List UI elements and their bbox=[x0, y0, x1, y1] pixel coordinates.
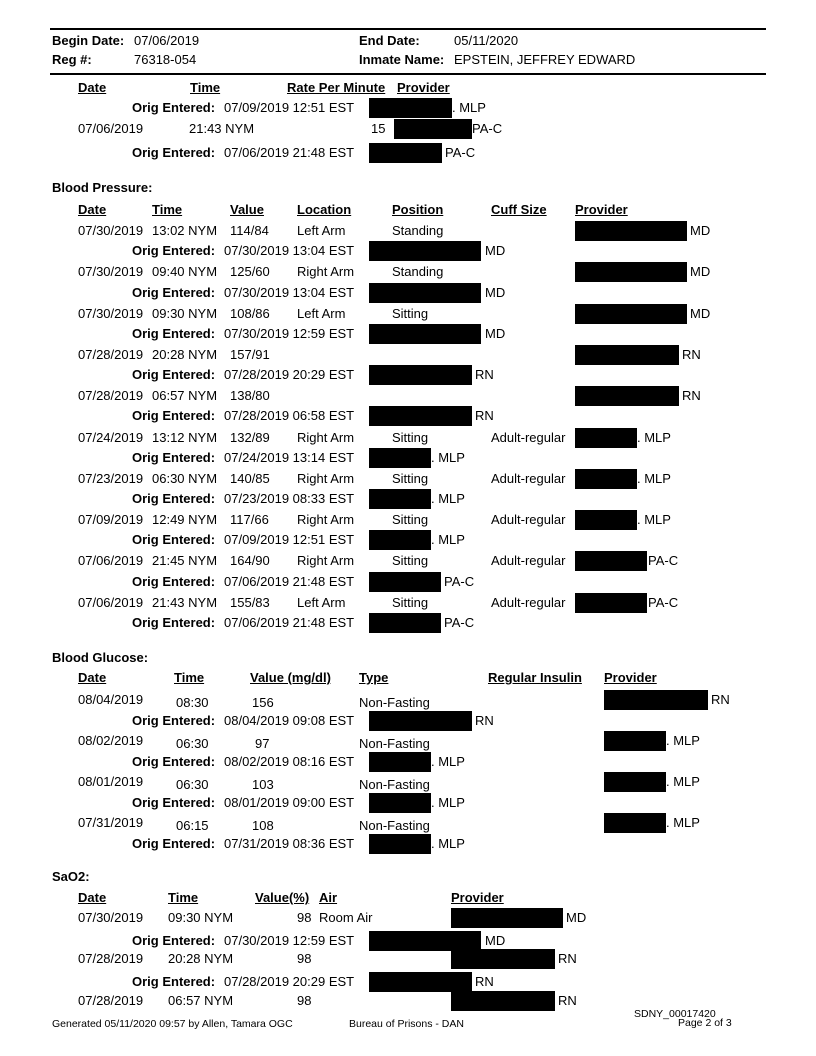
resp-col-date: Date bbox=[78, 80, 107, 95]
sao2-provider-suffix: MD bbox=[566, 910, 587, 925]
bp-col-value: Value bbox=[230, 202, 264, 217]
bp-date: 07/09/2019 bbox=[78, 512, 144, 527]
bp-location: Right Arm bbox=[297, 553, 355, 568]
bp-time: 13:02 NYM bbox=[152, 223, 218, 238]
orig-entered-value: 08/01/2019 09:00 EST bbox=[224, 795, 355, 810]
footer-agency: Bureau of Prisons - DAN bbox=[349, 1018, 464, 1030]
bp-cuff-size: Adult-regular bbox=[491, 553, 566, 568]
orig-entered-label: Orig Entered: bbox=[132, 713, 216, 728]
redaction-box bbox=[451, 949, 555, 969]
redaction-box bbox=[604, 731, 666, 751]
bp-provider-suffix: . MLP bbox=[637, 512, 671, 527]
bg-provider-suffix: . MLP bbox=[666, 815, 700, 830]
bp-position: Standing bbox=[392, 223, 444, 238]
resp-time: 21:43 NYM bbox=[189, 121, 255, 136]
begin-date-value: 07/06/2019 bbox=[134, 33, 200, 48]
sao2-title: SaO2: bbox=[52, 869, 90, 884]
bp-location: Right Arm bbox=[297, 264, 355, 279]
sao2-provider-suffix: RN bbox=[558, 951, 577, 966]
redaction-box bbox=[369, 98, 452, 118]
bg-time: 06:15 bbox=[176, 818, 209, 833]
bp-location: Left Arm bbox=[297, 595, 346, 610]
bp-time: 21:43 NYM bbox=[152, 595, 218, 610]
orig-provider-suffix: RN bbox=[475, 367, 494, 382]
orig-entered-value: 07/06/2019 21:48 EST bbox=[224, 615, 355, 630]
bg-time: 06:30 bbox=[176, 736, 209, 751]
bg-type: Non-Fasting bbox=[359, 695, 430, 710]
orig-entered-value: 07/28/2019 20:29 EST bbox=[224, 367, 355, 382]
orig-provider-suffix: . MLP bbox=[431, 836, 465, 851]
bp-provider-suffix: MD bbox=[690, 223, 711, 238]
resp-col-time: Time bbox=[190, 80, 221, 95]
bg-col-regular-insulin: Regular Insulin bbox=[488, 670, 582, 685]
redaction-box bbox=[369, 572, 441, 592]
orig-provider-suffix: MD bbox=[485, 326, 506, 341]
bp-provider-suffix: MD bbox=[690, 306, 711, 321]
bp-position: Sitting bbox=[392, 430, 429, 445]
redaction-box bbox=[575, 469, 637, 489]
redaction-box bbox=[369, 143, 442, 163]
redaction-box bbox=[604, 772, 666, 792]
bp-position: Standing bbox=[392, 264, 444, 279]
bp-value: 125/60 bbox=[230, 264, 270, 279]
bg-col-date: Date bbox=[78, 670, 107, 685]
bp-position: Sitting bbox=[392, 306, 429, 321]
bp-position: Sitting bbox=[392, 553, 429, 568]
redaction-box bbox=[369, 406, 472, 426]
bp-col-date: Date bbox=[78, 202, 107, 217]
begin-date-label: Begin Date: bbox=[52, 33, 125, 48]
bp-provider-suffix: . MLP bbox=[637, 430, 671, 445]
bp-value: 164/90 bbox=[230, 553, 270, 568]
orig-entered-value: 07/09/2019 12:51 EST bbox=[224, 532, 355, 547]
bp-cuff-size: Adult-regular bbox=[491, 430, 566, 445]
orig-provider-suffix: MD bbox=[485, 243, 506, 258]
orig-entered-label: Orig Entered: bbox=[132, 491, 216, 506]
footer-bates-number: SDNY_00017420 bbox=[634, 1008, 716, 1020]
bp-provider-suffix: RN bbox=[682, 347, 701, 362]
orig-provider-suffix: . MLP bbox=[431, 532, 465, 547]
bg-value: 97 bbox=[255, 736, 270, 751]
redaction-box bbox=[369, 834, 431, 854]
bp-location: Left Arm bbox=[297, 306, 346, 321]
bp-value: 117/66 bbox=[230, 512, 269, 527]
sao2-time: 09:30 NYM bbox=[168, 910, 234, 925]
bg-date: 08/04/2019 bbox=[78, 692, 144, 707]
reg-label: Reg #: bbox=[52, 52, 92, 67]
redaction-box bbox=[369, 324, 481, 344]
blood-pressure-title: Blood Pressure: bbox=[52, 180, 153, 195]
redaction-box bbox=[604, 813, 666, 833]
reg-value: 76318-054 bbox=[134, 52, 197, 67]
redaction-box bbox=[369, 489, 431, 509]
orig-entered-value: 07/23/2019 08:33 EST bbox=[224, 491, 355, 506]
orig-entered-label: Orig Entered: bbox=[132, 145, 216, 160]
bp-cuff-size: Adult-regular bbox=[491, 512, 566, 527]
bg-col-time: Time bbox=[174, 670, 205, 685]
bp-col-cuff-size: Cuff Size bbox=[491, 202, 547, 217]
orig-entered-value: 07/09/2019 12:51 EST bbox=[224, 100, 355, 115]
sao2-col-air: Air bbox=[319, 890, 338, 905]
orig-provider-suffix: . MLP bbox=[431, 491, 465, 506]
orig-entered-value: 07/28/2019 06:58 EST bbox=[224, 408, 355, 423]
bg-provider-suffix: . MLP bbox=[666, 733, 700, 748]
bg-col-type: Type bbox=[359, 670, 389, 685]
sao2-date: 07/30/2019 bbox=[78, 910, 144, 925]
orig-provider-suffix: PA-C bbox=[444, 574, 475, 589]
orig-entered-label: Orig Entered: bbox=[132, 754, 216, 769]
bp-provider-suffix: RN bbox=[682, 388, 701, 403]
redaction-box bbox=[369, 241, 481, 261]
bp-time: 09:30 NYM bbox=[152, 306, 218, 321]
orig-entered-value: 07/24/2019 13:14 EST bbox=[224, 450, 355, 465]
sao2-value: 98 bbox=[297, 910, 312, 925]
redaction-box bbox=[575, 221, 687, 241]
header-top-rule bbox=[50, 28, 766, 30]
bp-position: Sitting bbox=[392, 471, 429, 486]
bg-value: 156 bbox=[252, 695, 274, 710]
redaction-box bbox=[369, 931, 481, 951]
orig-entered-label: Orig Entered: bbox=[132, 574, 216, 589]
orig-entered-value: 07/06/2019 21:48 EST bbox=[224, 574, 355, 589]
orig-entered-label: Orig Entered: bbox=[132, 408, 216, 423]
bp-time: 06:57 NYM bbox=[152, 388, 218, 403]
redaction-box bbox=[369, 972, 472, 992]
bp-provider-suffix: PA-C bbox=[648, 553, 679, 568]
bp-cuff-size: Adult-regular bbox=[491, 471, 566, 486]
bg-type: Non-Fasting bbox=[359, 777, 430, 792]
bp-col-provider: Provider bbox=[575, 202, 628, 217]
bp-time: 13:12 NYM bbox=[152, 430, 218, 445]
bp-col-location: Location bbox=[297, 202, 352, 217]
orig-entered-label: Orig Entered: bbox=[132, 285, 216, 300]
bp-time: 09:40 NYM bbox=[152, 264, 218, 279]
end-date-label: End Date: bbox=[359, 33, 420, 48]
bp-col-time: Time bbox=[152, 202, 183, 217]
sao2-col-date: Date bbox=[78, 890, 107, 905]
sao2-value: 98 bbox=[297, 993, 312, 1008]
bg-type: Non-Fasting bbox=[359, 736, 430, 751]
orig-provider-suffix: . MLP bbox=[431, 795, 465, 810]
bg-value: 108 bbox=[252, 818, 274, 833]
sao2-value: 98 bbox=[297, 951, 312, 966]
bp-provider-suffix: MD bbox=[690, 264, 711, 279]
orig-provider-suffix: RN bbox=[475, 974, 494, 989]
orig-entered-value: 08/04/2019 09:08 EST bbox=[224, 713, 355, 728]
bp-col-position: Position bbox=[392, 202, 444, 217]
orig-entered-value: 07/30/2019 13:04 EST bbox=[224, 285, 355, 300]
redaction-box bbox=[369, 793, 431, 813]
orig-entered-label: Orig Entered: bbox=[132, 326, 216, 341]
bg-provider-suffix: RN bbox=[711, 692, 730, 707]
bg-col-provider: Provider bbox=[604, 670, 657, 685]
bp-position: Sitting bbox=[392, 595, 429, 610]
orig-entered-label: Orig Entered: bbox=[132, 836, 216, 851]
bp-date: 07/30/2019 bbox=[78, 223, 144, 238]
bp-value: 155/83 bbox=[230, 595, 270, 610]
orig-entered-label: Orig Entered: bbox=[132, 450, 216, 465]
orig-provider-suffix: MD bbox=[485, 285, 506, 300]
bp-location: Right Arm bbox=[297, 512, 355, 527]
orig-entered-value: 07/30/2019 12:59 EST bbox=[224, 933, 355, 948]
resp-provider-suffix: PA-C bbox=[472, 121, 503, 136]
bp-value: 108/86 bbox=[230, 306, 270, 321]
redaction-box bbox=[369, 365, 472, 385]
redaction-box bbox=[369, 448, 431, 468]
sao2-date: 07/28/2019 bbox=[78, 951, 144, 966]
end-date-value: 05/11/2020 bbox=[454, 33, 519, 48]
redaction-box bbox=[604, 690, 708, 710]
redaction-box bbox=[575, 510, 637, 530]
redaction-box bbox=[575, 262, 687, 282]
bp-location: Right Arm bbox=[297, 471, 355, 486]
header-bottom-rule bbox=[50, 73, 766, 75]
bg-value: 103 bbox=[252, 777, 274, 792]
redaction-box bbox=[451, 908, 563, 928]
orig-entered-label: Orig Entered: bbox=[132, 243, 216, 258]
bp-date: 07/28/2019 bbox=[78, 347, 144, 362]
footer-generated: Generated 05/11/2020 09:57 by Allen, Tamara OGC bbox=[52, 1018, 293, 1030]
bp-date: 07/30/2019 bbox=[78, 264, 144, 279]
resp-date: 07/06/2019 bbox=[78, 121, 144, 136]
sao2-col-value: Value(%) bbox=[255, 890, 310, 905]
bp-time: 21:45 NYM bbox=[152, 553, 218, 568]
orig-entered-value: 07/31/2019 08:36 EST bbox=[224, 836, 355, 851]
redaction-box bbox=[575, 304, 687, 324]
orig-entered-value: 07/30/2019 12:59 EST bbox=[224, 326, 355, 341]
sao2-provider-suffix: RN bbox=[558, 993, 577, 1008]
redaction-box bbox=[369, 711, 472, 731]
orig-provider-suffix: . MLP bbox=[452, 100, 486, 115]
redaction-box bbox=[369, 283, 481, 303]
bg-date: 08/02/2019 bbox=[78, 733, 144, 748]
redaction-box bbox=[575, 551, 647, 571]
footer-page-number: Page 2 of 3 bbox=[678, 1017, 732, 1029]
bp-location: Right Arm bbox=[297, 430, 355, 445]
orig-provider-suffix: RN bbox=[475, 408, 494, 423]
orig-provider-suffix: PA-C bbox=[445, 145, 476, 160]
bp-date: 07/30/2019 bbox=[78, 306, 144, 321]
orig-provider-suffix: MD bbox=[485, 933, 506, 948]
bp-position: Sitting bbox=[392, 512, 429, 527]
sao2-air: Room Air bbox=[319, 910, 373, 925]
bp-value: 140/85 bbox=[230, 471, 270, 486]
bp-date: 07/28/2019 bbox=[78, 388, 144, 403]
bg-time: 06:30 bbox=[176, 777, 209, 792]
bp-value: 132/89 bbox=[230, 430, 270, 445]
orig-entered-label: Orig Entered: bbox=[132, 933, 216, 948]
bg-time: 08:30 bbox=[176, 695, 209, 710]
orig-entered-label: Orig Entered: bbox=[132, 615, 216, 630]
bp-value: 157/91 bbox=[230, 347, 270, 362]
orig-entered-value: 08/02/2019 08:16 EST bbox=[224, 754, 355, 769]
orig-entered-value: 07/30/2019 13:04 EST bbox=[224, 243, 355, 258]
bp-date: 07/06/2019 bbox=[78, 595, 144, 610]
orig-entered-value: 07/28/2019 20:29 EST bbox=[224, 974, 355, 989]
bp-value: 138/80 bbox=[230, 388, 270, 403]
bp-time: 06:30 NYM bbox=[152, 471, 218, 486]
redaction-box bbox=[451, 991, 555, 1011]
bp-date: 07/24/2019 bbox=[78, 430, 144, 445]
bg-col-value: Value (mg/dl) bbox=[250, 670, 331, 685]
redaction-box bbox=[369, 752, 431, 772]
orig-entered-value: 07/06/2019 21:48 EST bbox=[224, 145, 355, 160]
redaction-box bbox=[394, 119, 472, 139]
bp-cuff-size: Adult-regular bbox=[491, 595, 566, 610]
orig-entered-label: Orig Entered: bbox=[132, 100, 216, 115]
sao2-time: 06:57 NYM bbox=[168, 993, 234, 1008]
sao2-date: 07/28/2019 bbox=[78, 993, 144, 1008]
redaction-box bbox=[575, 593, 647, 613]
sao2-time: 20:28 NYM bbox=[168, 951, 234, 966]
orig-entered-label: Orig Entered: bbox=[132, 974, 216, 989]
bg-date: 08/01/2019 bbox=[78, 774, 144, 789]
bp-date: 07/23/2019 bbox=[78, 471, 144, 486]
orig-entered-label: Orig Entered: bbox=[132, 795, 216, 810]
orig-provider-suffix: . MLP bbox=[431, 754, 465, 769]
redaction-box bbox=[575, 428, 637, 448]
bp-time: 20:28 NYM bbox=[152, 347, 218, 362]
orig-entered-label: Orig Entered: bbox=[132, 532, 216, 547]
redaction-box bbox=[369, 530, 431, 550]
redaction-box bbox=[575, 345, 679, 365]
redaction-box bbox=[575, 386, 679, 406]
sao2-col-time: Time bbox=[168, 890, 199, 905]
inmate-name-label: Inmate Name: bbox=[359, 52, 445, 67]
bg-provider-suffix: . MLP bbox=[666, 774, 700, 789]
bg-type: Non-Fasting bbox=[359, 818, 430, 833]
bp-location: Left Arm bbox=[297, 223, 346, 238]
inmate-name-value: EPSTEIN, JEFFREY EDWARD bbox=[454, 52, 636, 67]
resp-col-provider: Provider bbox=[397, 80, 450, 95]
sao2-col-provider: Provider bbox=[451, 890, 504, 905]
orig-provider-suffix: RN bbox=[475, 713, 494, 728]
bp-value: 114/84 bbox=[230, 223, 269, 238]
bp-date: 07/06/2019 bbox=[78, 553, 144, 568]
redaction-box bbox=[369, 613, 441, 633]
orig-provider-suffix: . MLP bbox=[431, 450, 465, 465]
resp-rate: 15 bbox=[371, 121, 386, 136]
resp-col-rate: Rate Per Minute bbox=[287, 80, 386, 95]
bp-provider-suffix: . MLP bbox=[637, 471, 671, 486]
bg-date: 07/31/2019 bbox=[78, 815, 144, 830]
bp-time: 12:49 NYM bbox=[152, 512, 218, 527]
orig-provider-suffix: PA-C bbox=[444, 615, 475, 630]
blood-glucose-title: Blood Glucose: bbox=[52, 650, 149, 665]
orig-entered-label: Orig Entered: bbox=[132, 367, 216, 382]
bp-provider-suffix: PA-C bbox=[648, 595, 679, 610]
